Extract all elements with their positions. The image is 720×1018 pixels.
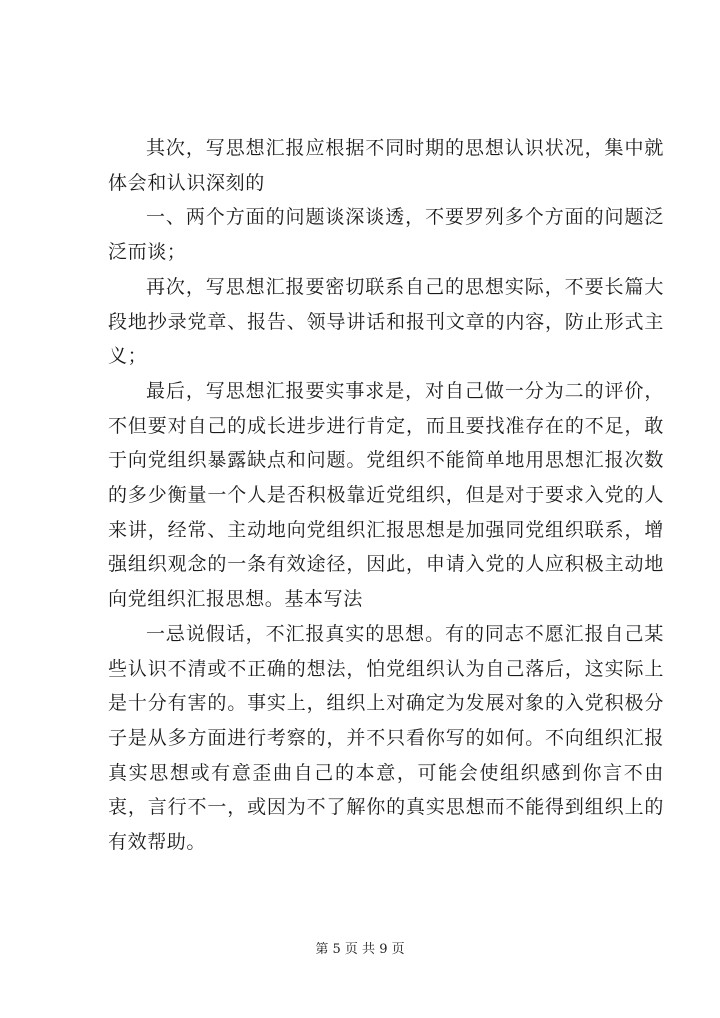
paragraph-two-aspects: 一、两个方面的问题谈深谈透，不要罗列多个方面的问题泛泛而谈； bbox=[108, 206, 664, 264]
paragraph-first-taboo: 一忌说假话，不汇报真实的思想。有的同志不愿汇报自己某些认识不清或不正确的想法，怕党组织认为自己落后，这实际上是十分有害的。事实上，组织上对确定为发展对象的入党积极分子是从多方面进行考察的，并不只看你写的如何。不向组织汇报真实思想或有意歪曲自己的本意，可能会使组织感到你言不由衷，言行不一，或因为不了解你的真实思想而不能得到组织上的有效帮助。 bbox=[108, 622, 664, 854]
paragraph-thirdly: 再次，写思想汇报要密切联系自己的思想实际，不要长篇大段地抄录党章、报告、领导讲话和报刊文章的内容，防止形式主义； bbox=[108, 275, 664, 368]
document-body bbox=[108, 131, 664, 860]
paragraph-secondly: 其次，写思想汇报应根据不同时期的思想认识状况，集中就体会和认识深刻的 bbox=[108, 137, 664, 194]
page-number: 第 5 页 共 9 页 bbox=[315, 942, 405, 957]
paragraph-finally: 最后，写思想汇报要实事求是，对自己做一分为二的评价，不但要对自己的成长进步进行肯定，而且要找准存在的不足，敢于向党组织暴露缺点和问题。党组织不能简单地用思想汇报次数的多少衡量一个人是否积极靠近党组织，但是对于要求入党的人来讲，经常、主动地向党组织汇报思想是加强同党组织联系，增强组织观念的一条有效途径，因此，申请入党的人应积极主动地向党组织汇报思想。基本写法 bbox=[108, 379, 664, 611]
